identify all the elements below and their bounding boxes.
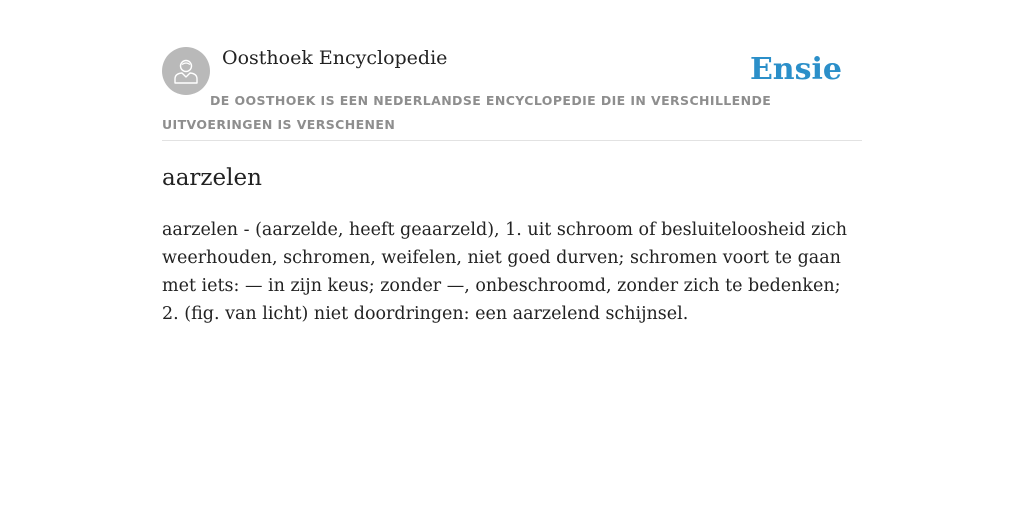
entry-definition: aarzelen - (aarzelde, heeft geaarzeld), 1. uit schroom of besluiteloosheid zich weerhouden, schromen, weifelen, niet goed durven; schromen voort te gaan met iets: — in zijn keus; zonder —, onbeschroomd, zonder zich te bedenken; 2. (fig. van licht) niet doordringen: een aarzelend schijnsel. (162, 220, 848, 324)
page-container (162, 0, 862, 324)
ensie-logo[interactable]: Ensie (749, 52, 842, 87)
site-tagline: DE OOSTHOEK IS EEN NEDERLANDSE ENCYCLOPEDIE DIE IN VERSCHILLENDE UITVOERINGEN IS VERSCHENEN (162, 93, 772, 132)
entry-title: aarzelen (162, 165, 262, 191)
site-header (162, 0, 862, 141)
user-icon (171, 56, 201, 86)
avatar[interactable] (162, 47, 210, 95)
site-name[interactable]: Oosthoek Encyclopedie (222, 47, 448, 69)
